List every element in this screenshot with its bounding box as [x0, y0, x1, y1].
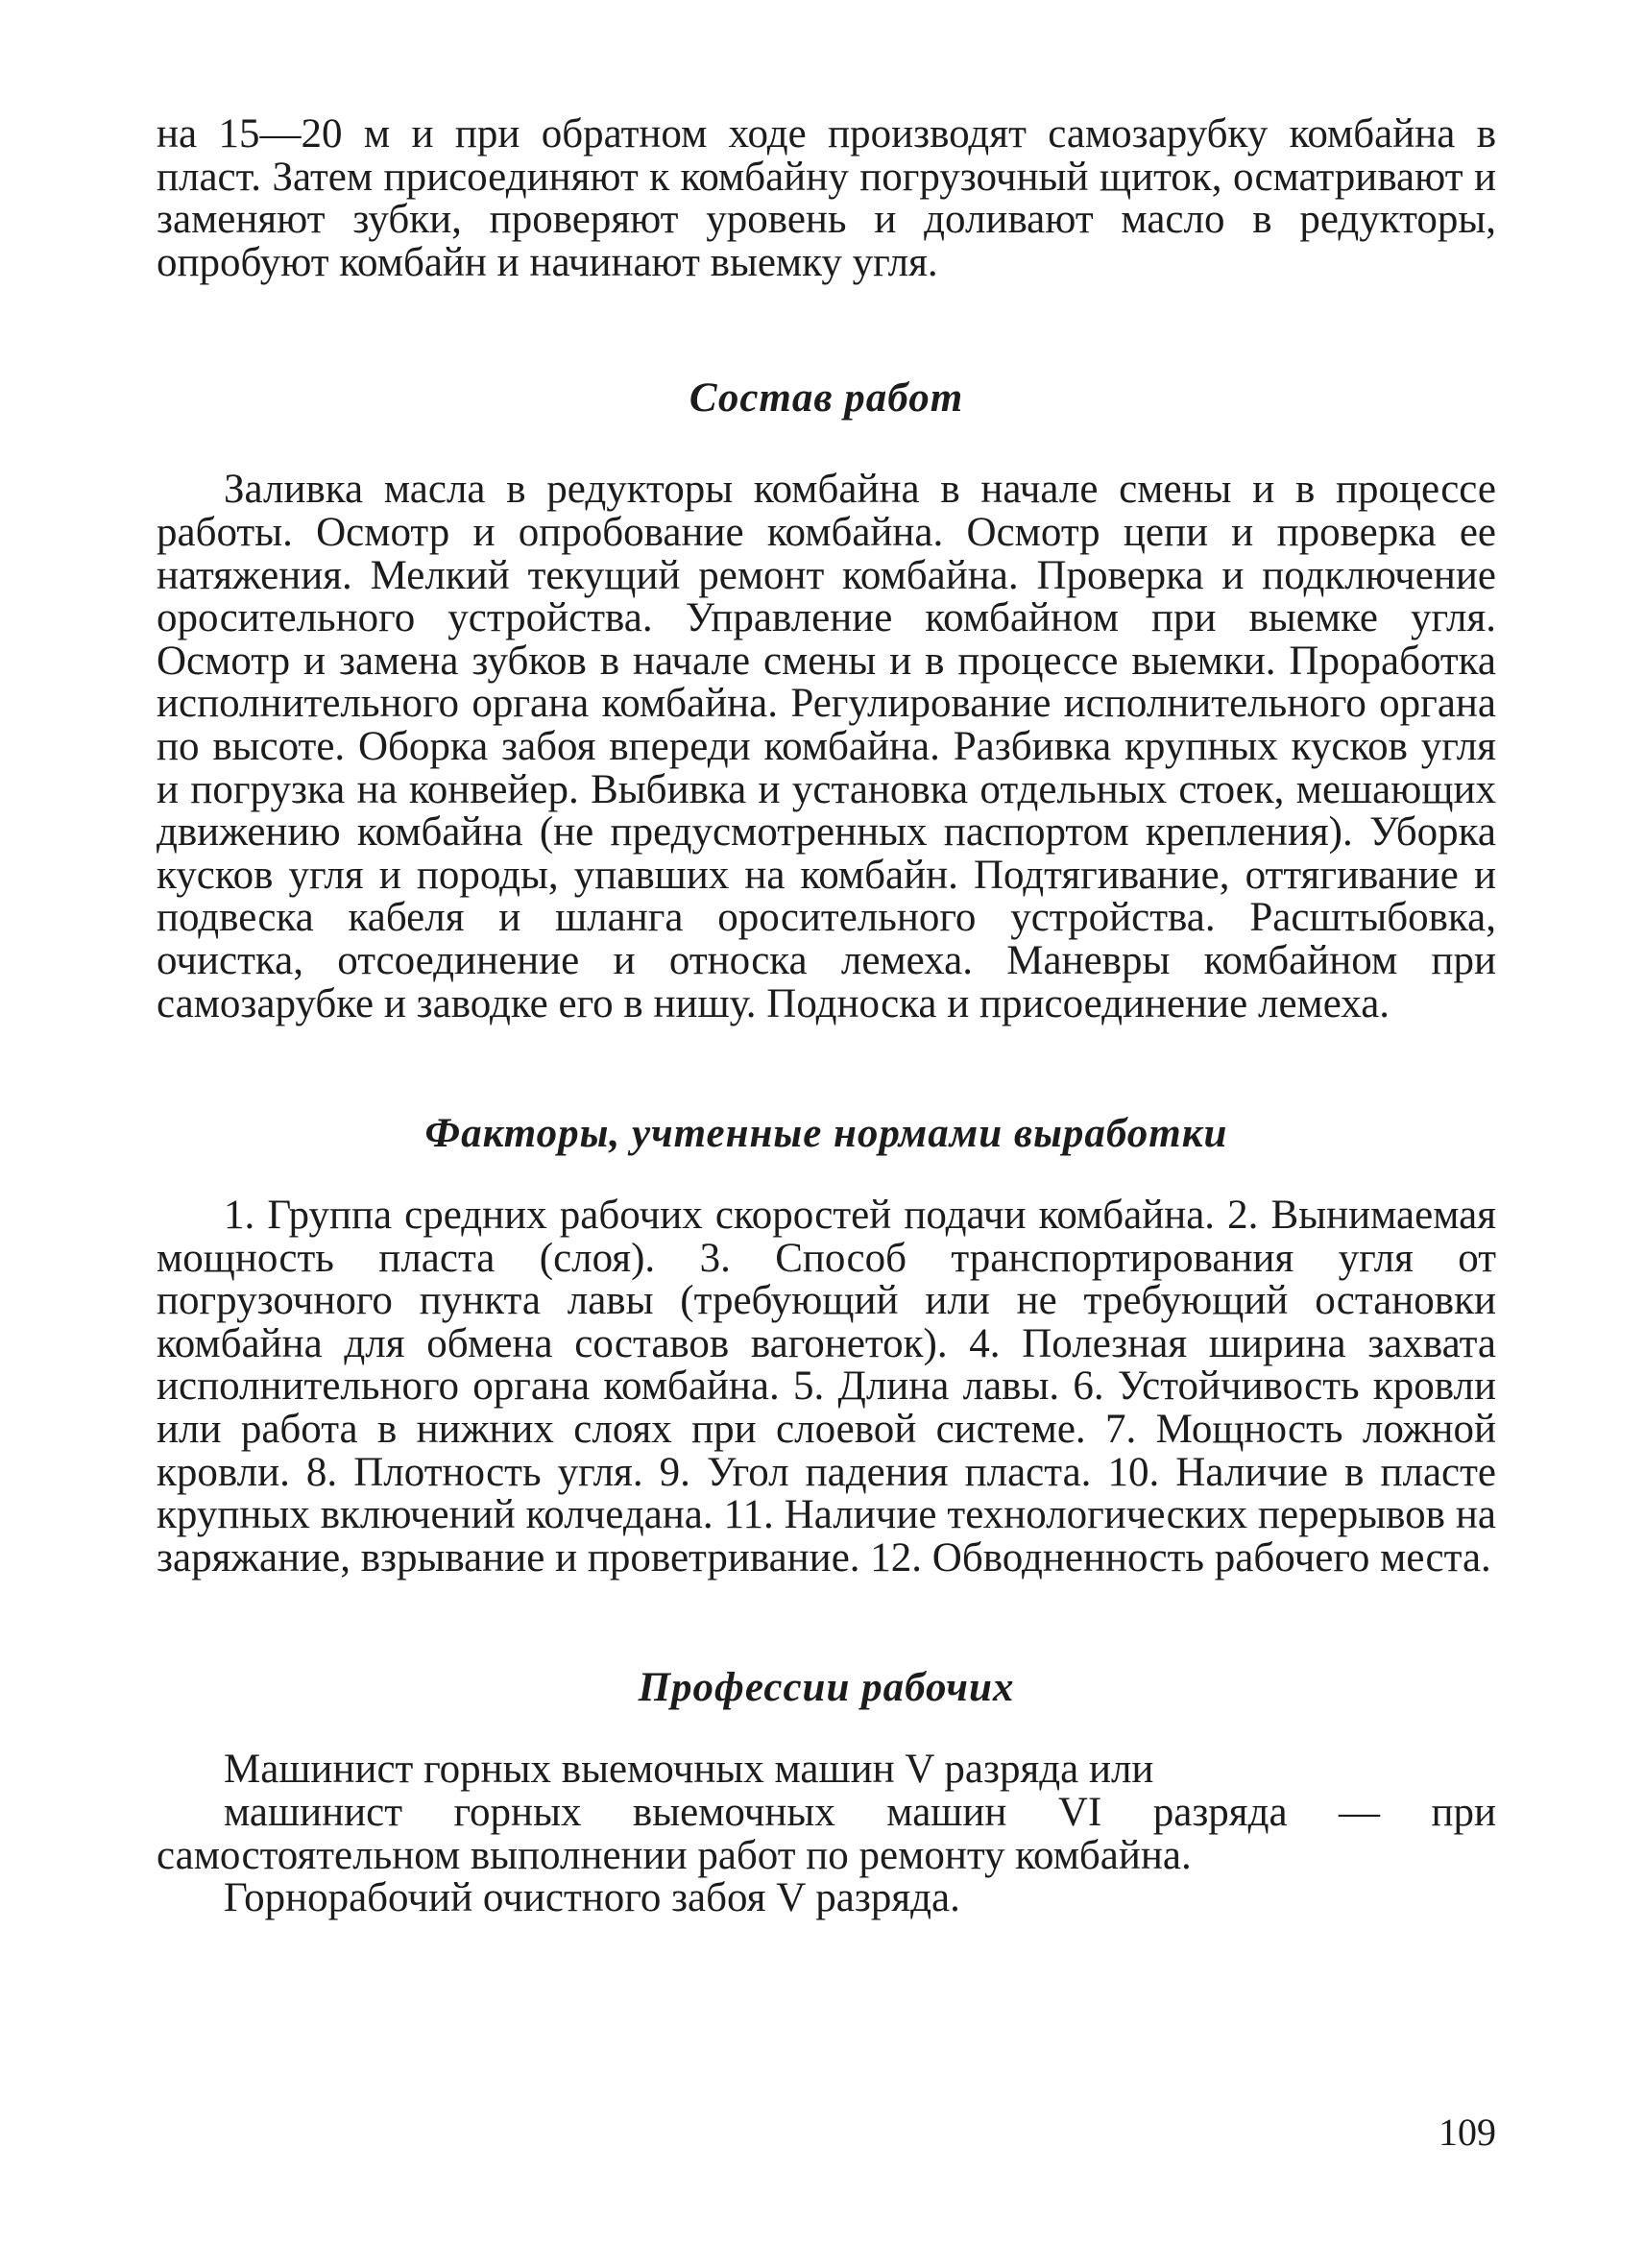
section-title-professions: Профессии рабочих: [638, 1665, 1015, 1711]
work-paragraph: Заливка масла в редукторы комбайна в начале смены и в процессе работы. Осмотр и опробование комбайна. Осмотр цепи и проверка ее натяжения. Мелкий текущий ремонт комбайна. Проверка и подключение оросительного устройства. Управление комбайном при выемке угля. Осмотр и замена зубков в начале смены и в процессе выемки. Проработка исполнительного органа комбайна. Регулирование исполнительного органа по высоте. Оборка забоя впереди комбайна. Разбивка крупных кусков угля и погрузка на конвейер. Выбивка и установка отдельных стоек, мешающих движению комбайна (не предусмотренных паспортом крепления). Уборка кусков угля и породы, упавших на комбайн. Подтягивание, оттягивание и подвеска кабеля и шланга оросительного устройства. Расштыбовка, очистка, отсоединение и относка лемеха. Маневры комбайном при самозарубке и заводке его в нишу. Подноска и присоединение лемеха.: [157, 467, 1496, 1026]
section-title-work: Состав работ: [689, 375, 964, 422]
profession-line-2: машинист горных выемочных машин VI разряда — при самостоятельном выполнении работ по ремонту комбайна.: [157, 1790, 1496, 1878]
profession-line-3: Горнорабочий очистного забоя V разряда.: [224, 1875, 960, 1921]
section-title-factors: Факторы, учтенные нормами выработки: [424, 1111, 1228, 1157]
factors-paragraph: 1. Группа средних рабочих скоростей подачи комбайна. 2. Вынимаемая мощность пласта (слоя). 3. Способ транспортирования угля от погрузочного пункта лавы (требующий или не требующий остановки комбайна для обмена составов вагонеток). 4. Полезная ширина захвата исполнительного органа комбайна. 5. Длина лавы. 6. Устойчивость кровли или работа в нижних слоях при слоевой системе. 7. Мощность ложной кровли. 8. Плотность угля. 9. Угол падения пласта. 10. Наличие в пласте крупных включений колчедана. 11. Наличие технологических перерывов на заряжание, взрывание и проветривание. 12. Обводненность рабочего места.: [157, 1193, 1496, 1580]
profession-line-1: Машинист горных выемочных машин V разряда или: [224, 1747, 1154, 1793]
page-number: 109: [1438, 2111, 1496, 2154]
intro-paragraph: на 15—20 м и при обратном ходе производят самозарубку комбайна в пласт. Затем присоединяют к комбайну погрузочный щиток, осматривают и заменяют зубки, проверяют уровень и доливают масло в редукторы, опробуют комбайн и начинают выемку угля.: [157, 111, 1496, 285]
document-page: [157, 113, 1496, 2207]
